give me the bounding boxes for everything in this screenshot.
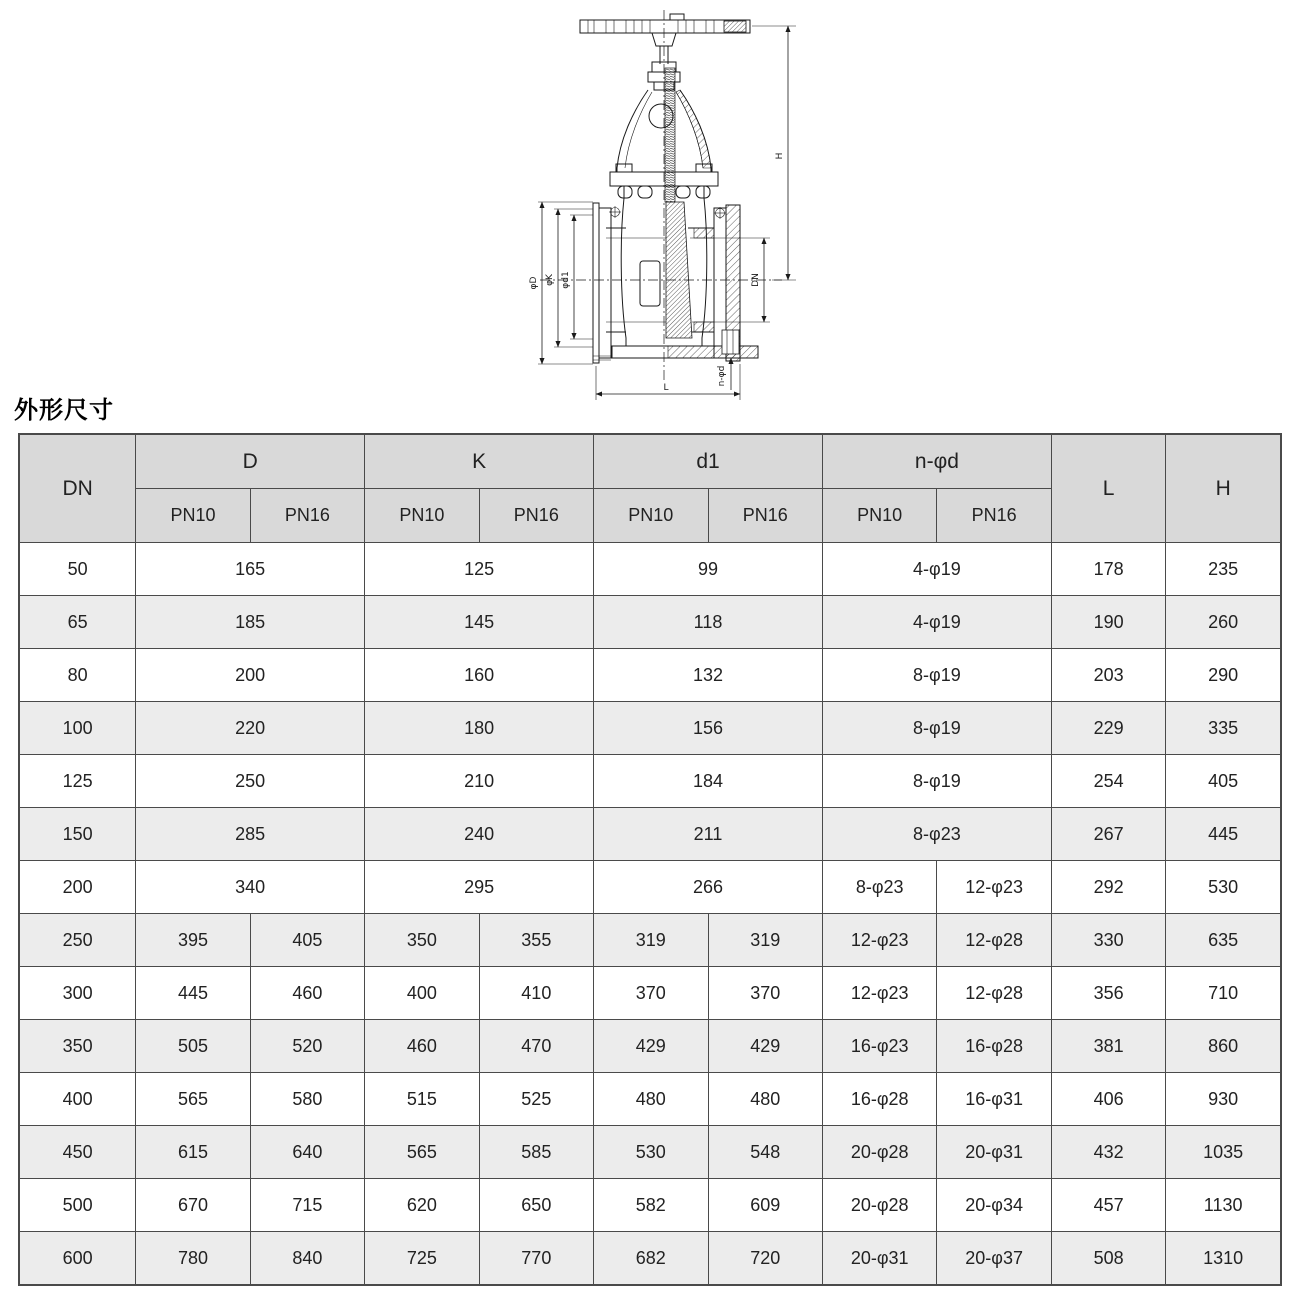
- table-cell: 615: [136, 1126, 250, 1179]
- table-cell: 8-φ19: [822, 702, 1051, 755]
- table-cell: 565: [136, 1073, 250, 1126]
- table-cell: 1035: [1166, 1126, 1281, 1179]
- col-header-nphid: n-φd: [822, 434, 1051, 489]
- table-cell: 340: [136, 861, 365, 914]
- table-cell: 460: [365, 1020, 479, 1073]
- table-cell: 184: [594, 755, 823, 808]
- table-cell: 450: [19, 1126, 136, 1179]
- table-cell: 670: [136, 1179, 250, 1232]
- table-cell: 640: [250, 1126, 364, 1179]
- table-row-dn-600: [19, 1232, 1281, 1286]
- table-cell: 609: [708, 1179, 822, 1232]
- dim-label-nphid: n-φd: [717, 365, 727, 387]
- table-cell: 635: [1166, 914, 1281, 967]
- table-cell: 211: [594, 808, 823, 861]
- table-cell: 505: [136, 1020, 250, 1073]
- table-cell: 20-φ31: [937, 1126, 1051, 1179]
- table-cell: 266: [594, 861, 823, 914]
- table-cell: 508: [1051, 1232, 1165, 1286]
- table-cell: 335: [1166, 702, 1281, 755]
- table-cell: 530: [1166, 861, 1281, 914]
- subcol-header-pn16: PN16: [479, 489, 593, 543]
- table-cell: 8-φ23: [822, 861, 936, 914]
- table-cell: 445: [1166, 808, 1281, 861]
- table-cell: 100: [19, 702, 136, 755]
- table-cell: 445: [136, 967, 250, 1020]
- table-cell: 160: [365, 649, 594, 702]
- table-row-dn-125: [19, 755, 1281, 808]
- table-cell: 500: [19, 1179, 136, 1232]
- center-lines: [540, 10, 782, 382]
- table-cell: 80: [19, 649, 136, 702]
- valve-drawing: [518, 6, 810, 408]
- table-cell: 4-φ19: [822, 543, 1051, 596]
- table-cell: 8-φ19: [822, 755, 1051, 808]
- table-cell: 370: [594, 967, 708, 1020]
- table-cell: 319: [708, 914, 822, 967]
- table-row-dn-150: [19, 808, 1281, 861]
- table-cell: 548: [708, 1126, 822, 1179]
- table-cell: 240: [365, 808, 594, 861]
- table-cell: 406: [1051, 1073, 1165, 1126]
- table-cell: 12-φ28: [937, 914, 1051, 967]
- subcol-header-pn10: PN10: [136, 489, 250, 543]
- table-cell: 12-φ23: [822, 967, 936, 1020]
- table-cell: 725: [365, 1232, 479, 1286]
- table-cell: 285: [136, 808, 365, 861]
- table-cell: 1310: [1166, 1232, 1281, 1286]
- table-cell: 395: [136, 914, 250, 967]
- subcol-header-pn16: PN16: [937, 489, 1051, 543]
- dim-label-dn: DN: [751, 273, 761, 287]
- table-cell: 4-φ19: [822, 596, 1051, 649]
- table-cell: 203: [1051, 649, 1165, 702]
- table-cell: 350: [365, 914, 479, 967]
- table-cell: 210: [365, 755, 594, 808]
- table-cell: 770: [479, 1232, 593, 1286]
- table-cell: 125: [365, 543, 594, 596]
- table-row-dn-400: [19, 1073, 1281, 1126]
- table-cell: 20-φ37: [937, 1232, 1051, 1286]
- dimensions-table-body: [19, 543, 1281, 1286]
- table-row-dn-350: [19, 1020, 1281, 1073]
- table-cell: 190: [1051, 596, 1165, 649]
- table-cell: 585: [479, 1126, 593, 1179]
- table-cell: 520: [250, 1020, 364, 1073]
- table-cell: 930: [1166, 1073, 1281, 1126]
- table-cell: 480: [594, 1073, 708, 1126]
- table-cell: 565: [365, 1126, 479, 1179]
- table-cell: 300: [19, 967, 136, 1020]
- left-flange: [593, 203, 621, 363]
- table-cell: 20-φ34: [937, 1179, 1051, 1232]
- table-cell: 16-φ28: [822, 1073, 936, 1126]
- col-header-K: K: [365, 434, 594, 489]
- section-title: 外形尺寸: [14, 397, 114, 424]
- table-cell: 50: [19, 543, 136, 596]
- table-cell: 8-φ19: [822, 649, 1051, 702]
- table-cell: 600: [19, 1232, 136, 1286]
- table-cell: 525: [479, 1073, 593, 1126]
- table-cell: 16-φ23: [822, 1020, 936, 1073]
- table-row-dn-80: [19, 649, 1281, 702]
- table-cell: 410: [479, 967, 593, 1020]
- table-row-dn-300: [19, 967, 1281, 1020]
- table-cell: 405: [1166, 755, 1281, 808]
- table-cell: 20-φ31: [822, 1232, 936, 1286]
- table-cell: 405: [250, 914, 364, 967]
- table-cell: 780: [136, 1232, 250, 1286]
- table-cell: 319: [594, 914, 708, 967]
- table-cell: 16-φ31: [937, 1073, 1051, 1126]
- table-cell: 180: [365, 702, 594, 755]
- table-cell: 355: [479, 914, 593, 967]
- table-cell: 12-φ23: [937, 861, 1051, 914]
- table-cell: 200: [136, 649, 365, 702]
- dim-label-h: H: [775, 152, 785, 160]
- subcol-header-pn10: PN10: [594, 489, 708, 543]
- table-cell: 582: [594, 1179, 708, 1232]
- table-cell: 254: [1051, 755, 1165, 808]
- table-cell: 1130: [1166, 1179, 1281, 1232]
- table-cell: 720: [708, 1232, 822, 1286]
- table-cell: 429: [594, 1020, 708, 1073]
- table-cell: 12-φ23: [822, 914, 936, 967]
- table-row-dn-200: [19, 861, 1281, 914]
- table-cell: 132: [594, 649, 823, 702]
- dim-H: [752, 26, 796, 280]
- subcol-header-pn16: PN16: [250, 489, 364, 543]
- table-cell: 350: [19, 1020, 136, 1073]
- table-cell: 292: [1051, 861, 1165, 914]
- table-cell: 250: [136, 755, 365, 808]
- table-row-dn-250: [19, 914, 1281, 967]
- table-cell: 429: [708, 1020, 822, 1073]
- table-cell: 370: [708, 967, 822, 1020]
- col-header-D: D: [136, 434, 365, 489]
- table-cell: 457: [1051, 1179, 1165, 1232]
- table-cell: 12-φ28: [937, 967, 1051, 1020]
- table-cell: 356: [1051, 967, 1165, 1020]
- bolt-hole-detail: [722, 330, 739, 354]
- table-cell: 267: [1051, 808, 1165, 861]
- table-cell: 650: [479, 1179, 593, 1232]
- table-cell: 125: [19, 755, 136, 808]
- table-cell: 20-φ28: [822, 1126, 936, 1179]
- table-cell: 620: [365, 1179, 479, 1232]
- table-cell: 515: [365, 1073, 479, 1126]
- dim-label-phid1: φd1: [561, 271, 571, 289]
- subcol-header-pn10: PN10: [365, 489, 479, 543]
- dim-n-phi-d: [717, 358, 731, 390]
- table-row-dn-100: [19, 702, 1281, 755]
- dim-phi-d1: [561, 215, 593, 339]
- dim-label-phiK: φK: [545, 274, 555, 286]
- subcol-header-pn16: PN16: [708, 489, 822, 543]
- table-cell: 530: [594, 1126, 708, 1179]
- table-cell: 178: [1051, 543, 1165, 596]
- handwheel: [580, 14, 750, 46]
- table-cell: 185: [136, 596, 365, 649]
- threaded-stem: [665, 68, 675, 202]
- col-header-L: L: [1051, 434, 1165, 543]
- table-cell: 710: [1166, 967, 1281, 1020]
- table-cell: 145: [365, 596, 594, 649]
- table-cell: 220: [136, 702, 365, 755]
- table-cell: 165: [136, 543, 365, 596]
- table-cell: 65: [19, 596, 136, 649]
- subcol-header-pn10: PN10: [822, 489, 936, 543]
- right-flange: [714, 205, 740, 361]
- table-cell: 250: [19, 914, 136, 967]
- table-row-dn-500: [19, 1179, 1281, 1232]
- col-header-H: H: [1166, 434, 1281, 543]
- table-cell: 260: [1166, 596, 1281, 649]
- table-cell: 682: [594, 1232, 708, 1286]
- table-cell: 432: [1051, 1126, 1165, 1179]
- table-cell: 20-φ28: [822, 1179, 936, 1232]
- table-row-dn-450: [19, 1126, 1281, 1179]
- col-header-d1: d1: [594, 434, 823, 489]
- dim-label-phiD: φD: [529, 276, 539, 290]
- table-cell: 99: [594, 543, 823, 596]
- table-cell: 118: [594, 596, 823, 649]
- table-cell: 480: [708, 1073, 822, 1126]
- table-cell: 400: [365, 967, 479, 1020]
- col-header-dn: DN: [19, 434, 136, 543]
- dimensions-table: [18, 433, 1282, 1286]
- table-cell: 295: [365, 861, 594, 914]
- table-cell: 715: [250, 1179, 364, 1232]
- table-cell: 330: [1051, 914, 1165, 967]
- table-row-dn-50: [19, 543, 1281, 596]
- table-cell: 156: [594, 702, 823, 755]
- dim-label-l: L: [663, 383, 669, 393]
- table-cell: 381: [1051, 1020, 1165, 1073]
- table-cell: 290: [1166, 649, 1281, 702]
- table-cell: 229: [1051, 702, 1165, 755]
- table-cell: 840: [250, 1232, 364, 1286]
- table-cell: 150: [19, 808, 136, 861]
- table-cell: 235: [1166, 543, 1281, 596]
- table-cell: 16-φ28: [937, 1020, 1051, 1073]
- table-cell: 200: [19, 861, 136, 914]
- table-cell: 470: [479, 1020, 593, 1073]
- table-cell: 460: [250, 967, 364, 1020]
- table-cell: 8-φ23: [822, 808, 1051, 861]
- gate-wedge: [666, 202, 692, 338]
- table-cell: 860: [1166, 1020, 1281, 1073]
- table-cell: 580: [250, 1073, 364, 1126]
- table-row-dn-65: [19, 596, 1281, 649]
- table-cell: 400: [19, 1073, 136, 1126]
